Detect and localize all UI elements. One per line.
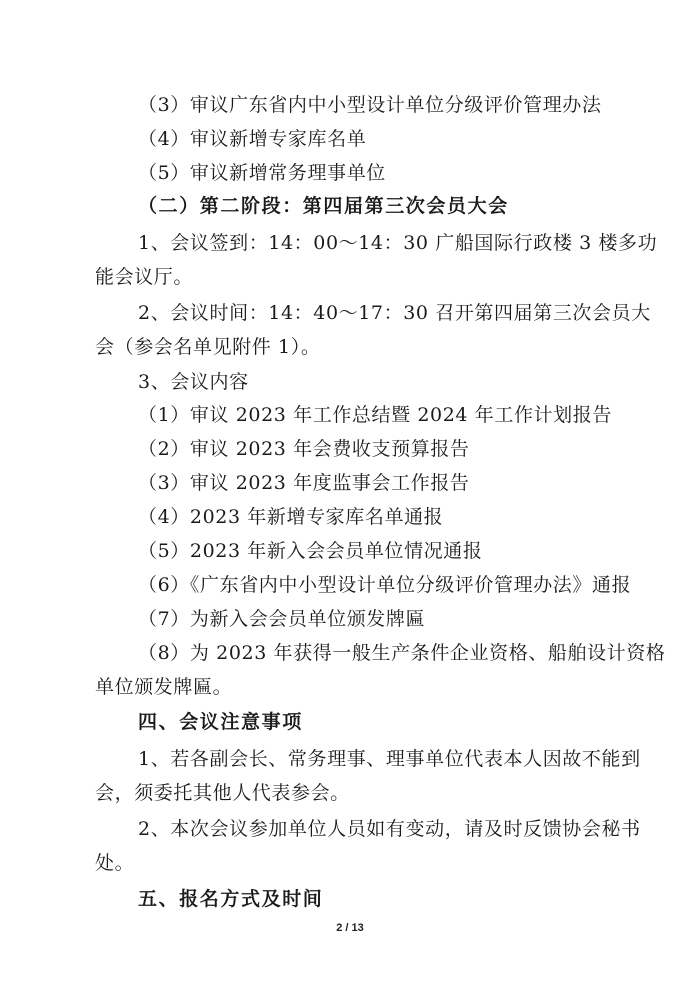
section-heading-registration: 五、报名方式及时间 — [138, 888, 324, 910]
page-number: 2 / 13 — [336, 922, 364, 934]
agenda-item-5: （5）审议新增常务理事单位 — [138, 162, 386, 184]
meeting-content-heading: 3、会议内容 — [138, 371, 249, 393]
note-2: 2、本次会议参加单位人员如有变动，请及时反馈协会秘书 — [138, 818, 641, 840]
content-item-8: （8）为 2023 年获得一般生产条件企业资格、船舶设计资格 — [138, 642, 666, 664]
content-item-3: （3）审议 2023 年度监事会工作报告 — [138, 472, 470, 494]
content-item-2: （2）审议 2023 年会费收支预算报告 — [138, 438, 470, 460]
meeting-time-line-cont: 会（参会名单见附件 1）。 — [95, 336, 321, 358]
note-1: 1、若各副会长、常务理事、理事单位代表本人因故不能到 — [138, 748, 641, 770]
agenda-item-3: （3）审议广东省内中小型设计单位分级评价管理办法 — [138, 94, 602, 116]
checkin-line: 1、会议签到：14：00～14：30 广船国际行政楼 3 楼多功 — [138, 232, 658, 254]
content-item-4: （4）2023 年新增专家库名单通报 — [138, 506, 444, 528]
section-heading-notes: 四、会议注意事项 — [138, 711, 303, 733]
content-item-1: （1）审议 2023 年工作总结暨 2024 年工作计划报告 — [138, 404, 612, 426]
note-1-cont: 会，须委托其他人代表参会。 — [95, 782, 350, 804]
agenda-item-4: （4）审议新增专家库名单 — [138, 128, 367, 150]
content-item-7: （7）为新入会会员单位颁发牌匾 — [138, 608, 426, 630]
content-item-8-cont: 单位颁发牌匾。 — [95, 676, 233, 698]
content-item-6: （6）《广东省内中小型设计单位分级评价管理办法》通报 — [138, 574, 632, 596]
checkin-line-cont: 能会议厅。 — [95, 266, 194, 288]
note-2-cont: 处。 — [95, 852, 135, 874]
meeting-time-line: 2、会议时间：14：40～17：30 召开第四届第三次会员大 — [138, 302, 651, 324]
content-item-5: （5）2023 年新入会会员单位情况通报 — [138, 540, 483, 562]
section-heading-stage-two: （二）第二阶段：第四届第三次会员大会 — [138, 195, 509, 217]
